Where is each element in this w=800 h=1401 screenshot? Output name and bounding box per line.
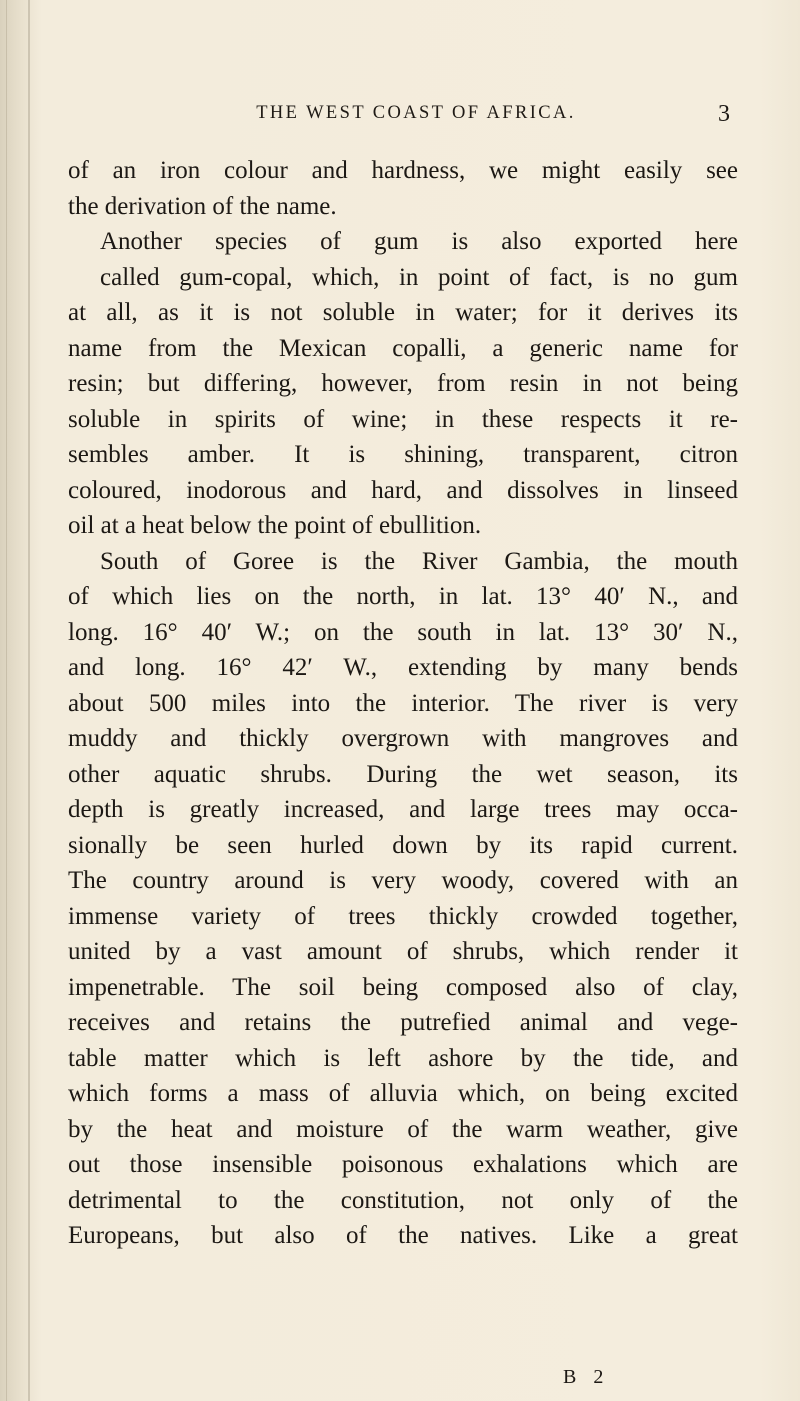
body-text xyxy=(68,153,738,1254)
signature-mark: B 2 xyxy=(563,1366,610,1388)
text-line: immense variety of trees thickly crowded together, xyxy=(68,902,738,930)
text-line: which forms a mass of alluvia which, on being excited xyxy=(68,1080,738,1107)
text-line: the derivation of the name. xyxy=(68,192,337,220)
text-line: soluble in spirits of wine; in these respects it re- xyxy=(68,405,738,433)
text-line: Europeans, but also of the natives. Like a great xyxy=(68,1222,738,1249)
text-line: receives and retains the putrefied animal and vege- xyxy=(68,1009,738,1036)
text-line: of an iron colour and hardness, we might easily see xyxy=(68,157,738,184)
text-line: of which lies on the north, in lat. 13° 40′ N., and xyxy=(68,583,738,610)
text-line: sembles amber. It is shining, transparent, citron xyxy=(68,441,738,468)
text-line: impenetrable. The soil being composed also of clay, xyxy=(68,973,738,1001)
text-line: name from the Mexican copalli, a generic name for xyxy=(68,334,738,362)
text-line: other aquatic shrubs. During the wet season, its xyxy=(68,760,738,788)
text-line: out those insensible poisonous exhalations which are xyxy=(68,1151,738,1178)
text-line: resin; but differing, however, from resin in not being xyxy=(68,370,738,397)
text-line: and long. 16° 42′ W., extending by many bends xyxy=(68,654,738,681)
text-line: long. 16° 40′ W.; on the south in lat. 13° 30′ N., xyxy=(68,618,738,646)
binding-edge xyxy=(6,0,7,1401)
text-line: at all, as it is not soluble in water; for it derives its xyxy=(68,299,738,326)
text-line: muddy and thickly overgrown with mangroves and xyxy=(68,725,738,752)
text-line: detrimental to the constitution, not only of the xyxy=(68,1186,738,1214)
text-line: depth is greatly increased, and large trees may occa- xyxy=(68,796,738,823)
text-line: about 500 miles into the interior. The river is very xyxy=(68,689,738,717)
text-line: coloured, inodorous and hard, and dissolves in linseed xyxy=(68,476,738,504)
text-line: The country around is very woody, covered with an xyxy=(68,867,738,894)
text-line: oil at a heat below the point of ebullition. xyxy=(68,512,482,539)
text-line: sionally be seen hurled down by its rapid current. xyxy=(68,831,738,859)
page-header xyxy=(96,103,786,133)
gutter-shadow xyxy=(28,0,30,1401)
text-line: by the heat and moisture of the warm weather, give xyxy=(68,1115,738,1143)
text-line: united by a vast amount of shrubs, which render it xyxy=(68,938,738,965)
running-title: THE WEST COAST OF AFRICA. xyxy=(256,103,576,123)
text-line: Another species of gum is also exported here xyxy=(100,228,738,255)
text-line: called gum-copal, which, in point of fact, is no gum xyxy=(100,263,738,291)
page-number: 3 xyxy=(718,101,730,127)
text-line: table matter which is left ashore by the tide, and xyxy=(68,1044,738,1072)
text-line: South of Goree is the River Gambia, the mouth xyxy=(100,547,738,575)
